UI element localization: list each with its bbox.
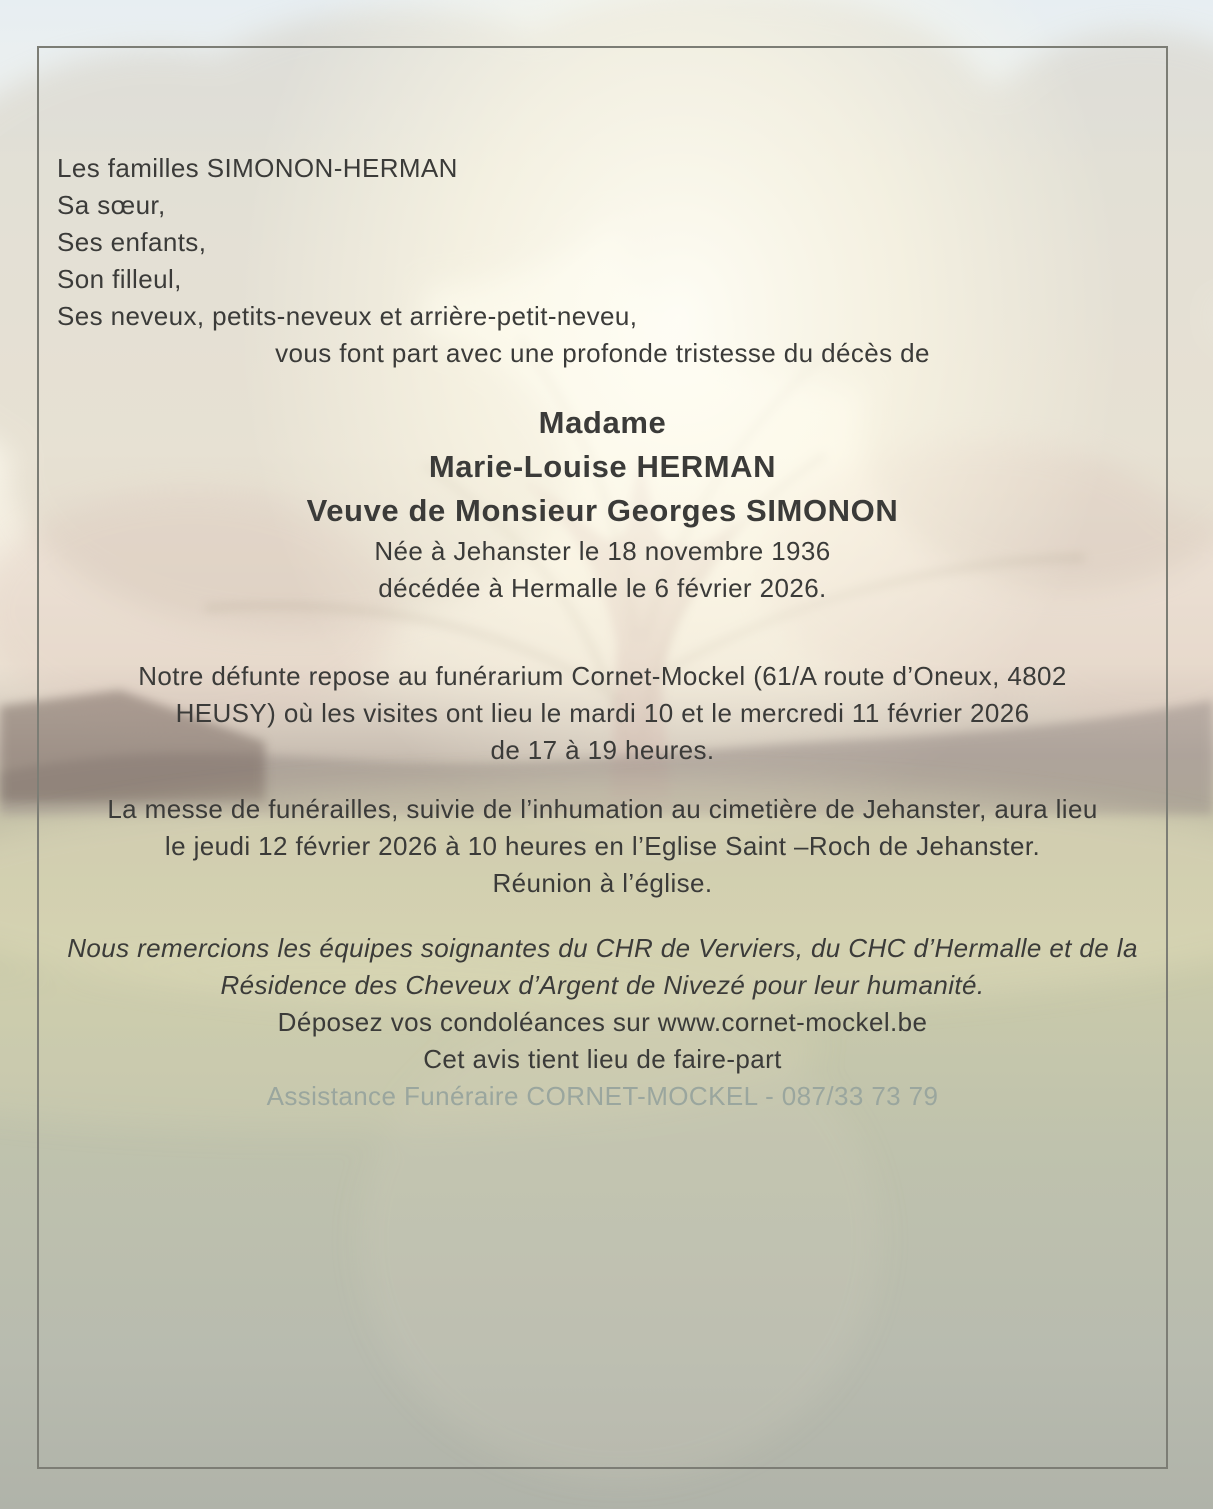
funeral-home-paragraph-line: HEUSY) où les visites ont lieu le mardi 10 et le mercredi 11 février 2026 <box>175 698 1030 728</box>
mass-paragraph <box>49 791 1156 865</box>
notice-line: Cet avis tient lieu de faire-part <box>423 1044 782 1074</box>
meeting-line: Réunion à l’église. <box>492 868 713 898</box>
condolences-line: Déposez vos condoléances sur www.cornet-mockel.be <box>277 1007 928 1037</box>
family-line: Son filleul, <box>57 264 182 294</box>
announcement-line: vous font part avec une profonde tristesse du décès de <box>275 338 930 368</box>
thanks-paragraph-line: Résidence des Cheveux d’Argent de Nivezé pour leur humanité. <box>220 970 985 1000</box>
mass-paragraph-line: La messe de funérailles, suivie de l’inhumation au cimetière de Jehanster, aura lieu <box>107 794 1098 824</box>
birth-line: Née à Jehanster le 18 novembre 1936 <box>374 536 831 566</box>
thanks-paragraph <box>49 930 1156 1004</box>
thanks-paragraph-line: Nous remercions les équipes soignantes du CHR de Verviers, du CHC d’Hermalle et de la <box>67 933 1138 963</box>
deceased-name: Marie-Louise HERMAN <box>428 449 777 484</box>
deceased-name-block <box>49 401 1156 533</box>
deceased-title: Madame <box>538 405 667 440</box>
family-line: Les familles SIMONON-HERMAN <box>57 153 458 183</box>
funeral-home-footer: Assistance Funéraire CORNET-MOCKEL - 087/33 73 79 <box>266 1081 939 1111</box>
funeral-home-paragraph-line: de 17 à 19 heures. <box>490 735 715 765</box>
family-line: Ses enfants, <box>57 227 207 257</box>
obituary-card <box>37 46 1168 1469</box>
family-list <box>49 150 1156 335</box>
deceased-widow-line: Veuve de Monsieur Georges SIMONON <box>306 493 899 528</box>
funeral-home-paragraph-line: Notre défunte repose au funérarium Cornet-Mockel (61/A route d’Oneux, 4802 <box>138 661 1067 691</box>
funeral-home-paragraph <box>49 658 1156 769</box>
mass-paragraph-line: le jeudi 12 février 2026 à 10 heures en l’Eglise Saint –Roch de Jehanster. <box>164 831 1041 861</box>
death-line: décédée à Hermalle le 6 février 2026. <box>378 573 827 603</box>
family-line: Ses neveux, petits-neveux et arrière-petit-neveu, <box>57 301 638 331</box>
family-line: Sa sœur, <box>57 190 166 220</box>
